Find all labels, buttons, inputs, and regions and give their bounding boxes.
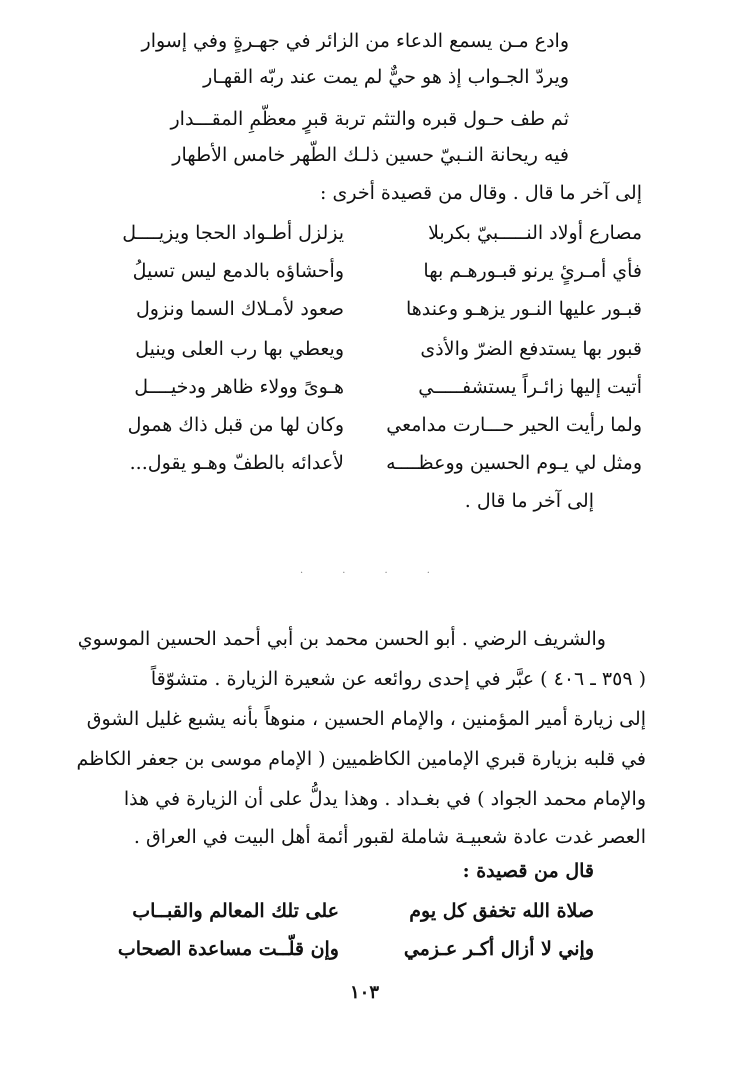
ornament-dot: ·: [426, 568, 430, 579]
ornament-divider: [300, 568, 430, 579]
ornament-dot: ·: [384, 568, 388, 579]
verse-right: فأي أمـرئٍ يرنو قبـورهـم بها: [423, 260, 642, 282]
verse-right: مصارع أولاد النـــــبيّ بكربلا: [428, 222, 642, 244]
verse-line-2: ويردّ الجـواب إذ هو حيٌّ لم يمت عند ربّه القهـار: [203, 66, 569, 88]
verse-right: وإني لا أزال أكـر عـزمي: [403, 938, 594, 960]
verse-left: صعود لأمـلاك السما ونزول: [136, 298, 344, 320]
verse-line-4: فيه ريحانة النـبيّ حسين ذلـك الطّهر خامس الأطهار: [172, 144, 569, 166]
verse-left: وأحشاؤه بالدمع ليس تسيلُ: [132, 260, 344, 282]
paragraph-line-1: والشريف الرضي . أبو الحسن محمد بن أبي أحمد الحسين الموسوي: [77, 628, 606, 650]
verse-right: ومثل لي يـوم الحسين ووعظــــه: [386, 452, 642, 474]
verse-right: صلاة الله تخفق كل يوم: [409, 900, 594, 922]
paragraph-line-3: إلى زيارة أمير المؤمنين ، والإمام الحسين ، منوهاً بأنه يشبع غليل الشوق: [86, 708, 646, 730]
verse-right: أتيت إليها زائـراً يستشفـــــي: [418, 376, 642, 398]
paragraph-line-6: العصر غدت عادة شعبيـة شاملة لقبور أئمة أهل البيت في العراق .: [133, 826, 646, 848]
verse-right: قبـور عليها النـور يزهـو وعندها: [406, 298, 642, 320]
verse-left: على تلك المعالم والقبــاب: [132, 900, 339, 922]
verse-left: وكان لها من قبل ذاك همول: [127, 414, 344, 436]
ornament-dot: ·: [342, 568, 346, 579]
verse-right: ولما رأيت الحير حـــارت مدامعي: [386, 414, 642, 436]
verse-left: لأعدائه بالطفّ وهـو يقول...: [129, 452, 344, 474]
verse-left: ويعطي بها رب العلى وينيل: [135, 338, 344, 360]
ornament-dot: ·: [300, 568, 304, 579]
poem-intro: قال من قصيدة :: [462, 860, 594, 882]
paragraph-line-2: ( ٣٥٩ ـ ٤٠٦ ) عبَّر في إحدى روائعه عن شعيرة الزيارة . متشوّقاً: [150, 668, 646, 690]
verse-left: هـوىً وولاء ظاهر ودخيــــل: [134, 376, 344, 398]
paragraph-line-4: في قلبه بزيارة قبري الإمامين الكاظميين ( الإمام موسى بن جعفر الكاظم: [76, 748, 646, 770]
verse-right: قبور بها يستدفع الضرّ والأذى: [420, 338, 642, 360]
verse-left: وإن قلّــت مساعدة الصحاب: [117, 938, 339, 960]
verse-line-1: وادع مـن يسمع الدعاء من الزائر في جهـرةٍ وفي إسوار: [141, 30, 569, 52]
verse-line-3: ثم طف حـول قبره والتثم تربة قبرٍ معظّمِ المقـــدار: [170, 108, 569, 130]
transition-line: إلى آخر ما قال . وقال من قصيدة أخرى :: [320, 182, 642, 204]
paragraph-line-5: والإمام محمد الجواد ) في بغـداد . وهذا يدلُّ على أن الزيارة في هذا: [123, 788, 646, 810]
closing-line: إلى آخر ما قال .: [464, 490, 594, 512]
verse-left: يزلزل أطـواد الحجا ويزيــــل: [122, 222, 344, 244]
page-number: ١٠٣: [349, 982, 379, 1003]
